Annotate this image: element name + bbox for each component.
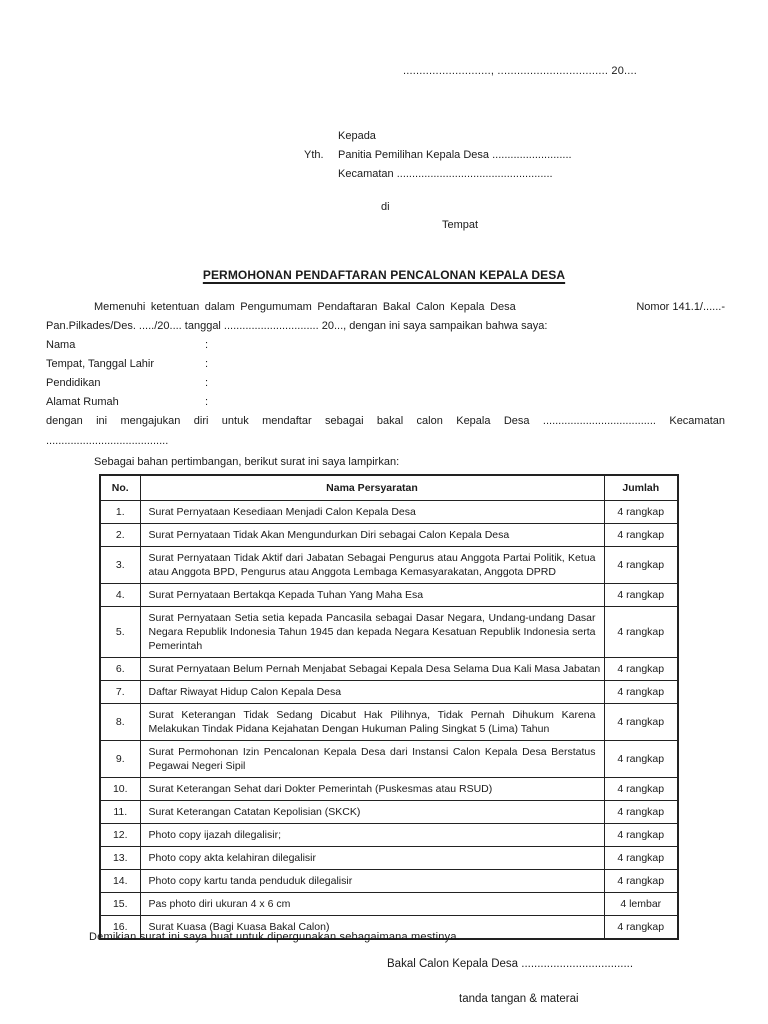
cell-requirement-name: Surat Permohonan Izin Pencalonan Kepala Desa dari Instansi Calon Kepala Desa Berstatus Pegawai Negeri Sipil xyxy=(140,741,604,778)
table-row xyxy=(100,658,678,681)
cell-requirement-name: Pas photo diri ukuran 4 x 6 cm xyxy=(140,893,604,916)
field-colon: : xyxy=(205,358,209,370)
cell-number: 15. xyxy=(100,893,140,916)
table-row xyxy=(100,801,678,824)
paragraph-line-1 xyxy=(46,300,725,314)
field-label: Alamat Rumah xyxy=(46,396,119,408)
header-nama-persyaratan: Nama Persyaratan xyxy=(140,475,604,501)
cell-requirement-name: Daftar Riwayat Hidup Calon Kepala Desa xyxy=(140,681,604,704)
address-di: di xyxy=(381,201,390,213)
paragraph-line-4-dots: ........................................ xyxy=(46,435,169,447)
cell-requirement-name: Surat Kuasa (Bagi Kuasa Bakal Calon) xyxy=(140,916,604,940)
cell-quantity: 4 rangkap xyxy=(604,607,678,658)
paragraph-line-1-number: Nomor 141.1/......- xyxy=(636,301,725,313)
cell-requirement-name: Surat Keterangan Catatan Kepolisian (SKCK) xyxy=(140,801,604,824)
address-kecamatan-line: Kecamatan ................................................... xyxy=(338,168,553,180)
field-label: Tempat, Tanggal Lahir xyxy=(46,358,155,370)
cell-requirement-name: Surat Pernyataan Bertakqa Kepada Tuhan Yang Maha Esa xyxy=(140,584,604,607)
cell-requirement-name: Surat Pernyataan Belum Pernah Menjabat Sebagai Kepala Desa Selama Dua Kali Masa Jabatan xyxy=(140,658,604,681)
table-row xyxy=(100,524,678,547)
cell-number: 16. xyxy=(100,916,140,940)
table-row xyxy=(100,681,678,704)
requirements-table-body xyxy=(100,501,678,940)
requirements-table-header xyxy=(100,475,678,501)
cell-number: 9. xyxy=(100,741,140,778)
cell-requirement-name: Photo copy kartu tanda penduduk dilegalisir xyxy=(140,870,604,893)
table-row xyxy=(100,870,678,893)
cell-quantity: 4 rangkap xyxy=(604,778,678,801)
cell-number: 11. xyxy=(100,801,140,824)
field-row-alamat xyxy=(46,395,209,409)
cell-number: 13. xyxy=(100,847,140,870)
address-tempat: Tempat xyxy=(442,219,479,231)
cell-number: 6. xyxy=(100,658,140,681)
table-row xyxy=(100,584,678,607)
field-row-pendidikan xyxy=(46,376,209,390)
field-colon: : xyxy=(205,396,209,408)
cell-requirement-name: Surat Pernyataan Tidak Akan Mengundurkan Diri sebagai Calon Kepala Desa xyxy=(140,524,604,547)
closing-text: Demikian surat ini saya buat untuk dipergunakan sebagaimana mestinya. xyxy=(89,931,460,943)
cell-quantity: 4 lembar xyxy=(604,893,678,916)
table-row xyxy=(100,607,678,658)
cell-requirement-name: Photo copy ijazah dilegalisir; xyxy=(140,824,604,847)
header-jumlah: Jumlah xyxy=(604,475,678,501)
cell-requirement-name: Surat Pernyataan Tidak Aktif dari Jabatan Sebagai Pengurus atau Anggota Partai Politik, Ketua atau Anggota BPD, Pengurus atau Anggota Lembaga Kemasyarakatan, Anggota DPRD xyxy=(140,547,604,584)
signature-note: tanda tangan & materai xyxy=(459,993,579,1005)
cell-quantity: 4 rangkap xyxy=(604,870,678,893)
cell-requirement-name: Surat Keterangan Tidak Sedang Dicabut Hak Pilihnya, Tidak Pernah Dihukum Karena Melakukan Tindak Pidana Kejahatan Dengan Hukuman Paling Singkat 5 (Lima) Tahun xyxy=(140,704,604,741)
cell-quantity: 4 rangkap xyxy=(604,916,678,940)
cell-number: 4. xyxy=(100,584,140,607)
cell-number: 12. xyxy=(100,824,140,847)
table-intro-text: Sebagai bahan pertimbangan, berikut surat ini saya lampirkan: xyxy=(94,456,400,468)
table-row xyxy=(100,741,678,778)
cell-number: 14. xyxy=(100,870,140,893)
cell-quantity: 4 rangkap xyxy=(604,584,678,607)
field-colon: : xyxy=(205,339,209,351)
table-row xyxy=(100,778,678,801)
cell-quantity: 4 rangkap xyxy=(604,681,678,704)
cell-number: 1. xyxy=(100,501,140,524)
date-line: ..........................., .................................. 20.... xyxy=(403,65,638,77)
paragraph-line-2: Pan.Pilkades/Des. ...../20.... tanggal ............................... 20..., dengan ini saya sampaikan bahwa saya: xyxy=(46,320,548,332)
cell-number: 10. xyxy=(100,778,140,801)
cell-number: 8. xyxy=(100,704,140,741)
address-yth: Yth. xyxy=(304,149,324,161)
cell-quantity: 4 rangkap xyxy=(604,524,678,547)
cell-quantity: 4 rangkap xyxy=(604,847,678,870)
cell-requirement-name: Surat Keterangan Sehat dari Dokter Pemerintah (Puskesmas atau RSUD) xyxy=(140,778,604,801)
cell-quantity: 4 rangkap xyxy=(604,547,678,584)
table-row xyxy=(100,847,678,870)
field-row-ttl xyxy=(46,357,209,371)
table-row xyxy=(100,547,678,584)
cell-number: 7. xyxy=(100,681,140,704)
table-row xyxy=(100,501,678,524)
address-kepada: Kepada xyxy=(338,130,376,142)
cell-quantity: 4 rangkap xyxy=(604,501,678,524)
table-row xyxy=(100,704,678,741)
cell-requirement-name: Photo copy akta kelahiran dilegalisir xyxy=(140,847,604,870)
paragraph-line-3: dengan ini mengajukan diri untuk mendaftar sebagai bakal calon Kepala Desa ..................................... Kecamatan xyxy=(46,415,725,427)
cell-quantity: 4 rangkap xyxy=(604,658,678,681)
cell-requirement-name: Surat Pernyataan Setia setia kepada Pancasila sebagai Dasar Negara, Undang-undang Dasar Negara Republik Indonesia Tahun 1945 dan kepada Negara Kesatuan Republik Indonesia serta Pemerintah xyxy=(140,607,604,658)
cell-quantity: 4 rangkap xyxy=(604,704,678,741)
cell-quantity: 4 rangkap xyxy=(604,741,678,778)
field-row-nama xyxy=(46,338,209,352)
document-title: PERMOHONAN PENDAFTARAN PENCALONAN KEPALA DESA xyxy=(202,268,566,282)
signature-title-line: Bakal Calon Kepala Desa ................................... xyxy=(387,958,634,970)
requirements-table xyxy=(99,474,679,940)
cell-number: 2. xyxy=(100,524,140,547)
table-row xyxy=(100,893,678,916)
field-label: Pendidikan xyxy=(46,377,101,389)
field-colon: : xyxy=(205,377,209,389)
cell-number: 5. xyxy=(100,607,140,658)
cell-requirement-name: Surat Pernyataan Kesediaan Menjadi Calon Kepala Desa xyxy=(140,501,604,524)
paragraph-line-1-left: Memenuhi ketentuan dalam Pengumumam Pendaftaran Bakal Calon Kepala Desa xyxy=(94,301,516,313)
address-panitia-line: Panitia Pemilihan Kepala Desa .......................... xyxy=(338,149,572,161)
cell-number: 3. xyxy=(100,547,140,584)
field-label: Nama xyxy=(46,339,76,351)
table-row xyxy=(100,824,678,847)
header-no: No. xyxy=(100,475,140,501)
cell-quantity: 4 rangkap xyxy=(604,824,678,847)
cell-quantity: 4 rangkap xyxy=(604,801,678,824)
